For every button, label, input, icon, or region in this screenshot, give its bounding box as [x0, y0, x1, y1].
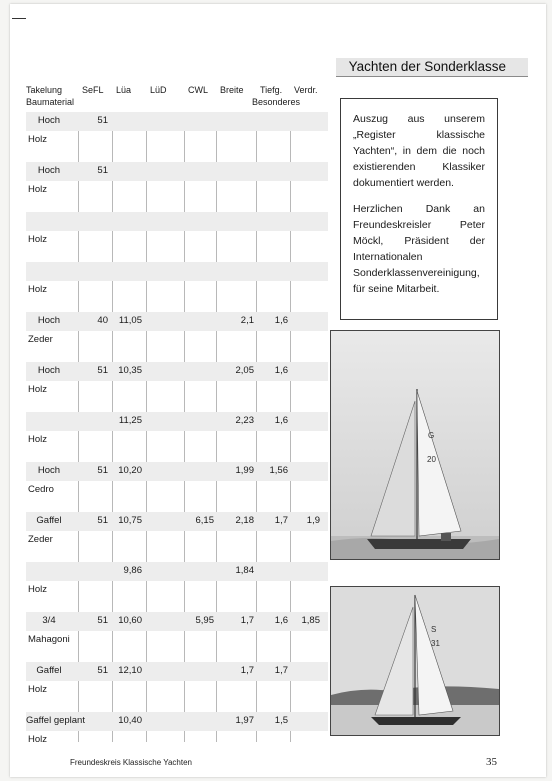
document-page	[10, 4, 546, 777]
cell-material: Holz	[28, 384, 48, 395]
cell-cwl: 5,95	[195, 615, 214, 626]
cell-takelung: Hoch	[37, 115, 61, 126]
cell-sefl: 51	[97, 365, 108, 376]
cell-tiefg: 1,7	[274, 515, 288, 526]
cell-takelung: Gaffel geplant	[26, 715, 85, 726]
column-header-breite: Breite	[220, 85, 244, 95]
sail-number-2b: 31	[431, 639, 440, 648]
cell-sefl: 40	[97, 315, 108, 326]
column-subheader-baumaterial: Baumaterial	[26, 97, 75, 107]
info-box	[340, 98, 498, 320]
cell-material: Holz	[28, 434, 48, 445]
column-header-tiefg: Tiefg.	[260, 85, 283, 95]
column-header-lud: LüD	[150, 85, 167, 95]
column-header-lua: Lüa	[116, 85, 132, 95]
cell-lua: 10,35	[118, 365, 142, 376]
cell-tiefg: 1,5	[274, 715, 288, 726]
cell-lua: 11,05	[118, 315, 142, 326]
cell-takelung: Gaffel	[36, 515, 62, 526]
cell-lua: 10,40	[118, 715, 142, 726]
info-paragraph-1: Auszug aus unserem „Register klassische Yachten“, in dem die noch existierenden Klassiker dokumentiert werden.	[353, 113, 485, 189]
cell-lua: 12,10	[118, 665, 142, 676]
cell-material: Mahagoni	[28, 634, 70, 645]
cell-breite: 2,23	[235, 415, 254, 426]
cell-material: Holz	[28, 284, 48, 295]
sailboat-photo-1	[330, 330, 500, 560]
cell-sefl: 51	[97, 515, 108, 526]
cell-material: Holz	[28, 184, 48, 195]
cell-sefl: 51	[97, 465, 108, 476]
sailboat-photo-2	[330, 586, 500, 736]
cell-material: Zeder	[28, 534, 53, 545]
cell-takelung: Gaffel	[36, 665, 62, 676]
sail-number-1b: 20	[427, 455, 436, 464]
page-number: 35	[486, 756, 497, 768]
column-header-takelung: Takelung	[26, 85, 63, 95]
cell-breite: 1,84	[235, 565, 254, 576]
cell-lua: 10,75	[118, 515, 142, 526]
cell-lua: 10,20	[118, 465, 142, 476]
cell-takelung: Hoch	[37, 465, 61, 476]
cell-sefl: 51	[97, 115, 108, 126]
cell-material: Holz	[28, 684, 48, 695]
cell-cwl: 6,15	[195, 515, 214, 526]
cell-breite: 2,05	[235, 365, 254, 376]
cell-material: Holz	[28, 234, 48, 245]
cell-lua: 10,60	[118, 615, 142, 626]
column-header-sefl: SeFL	[82, 85, 104, 95]
cell-lua: 11,25	[118, 415, 142, 426]
cell-tiefg: 1,6	[274, 365, 288, 376]
cell-takelung: Hoch	[37, 365, 61, 376]
cell-material: Cedro	[28, 484, 54, 495]
cell-material: Holz	[28, 134, 48, 145]
column-header-cwl: CWL	[188, 85, 208, 95]
cell-sefl: 51	[97, 665, 108, 676]
cell-takelung: Hoch	[37, 315, 61, 326]
cell-verdr: 1,9	[306, 515, 320, 526]
cell-breite: 2,1	[240, 315, 254, 326]
cell-material: Holz	[28, 734, 48, 745]
cell-tiefg: 1,6	[274, 315, 288, 326]
table-row	[26, 212, 328, 231]
cell-breite: 1,7	[240, 615, 254, 626]
sail-number-2a: S	[431, 625, 437, 634]
table-row	[26, 262, 328, 281]
cell-material: Holz	[28, 584, 48, 595]
cell-lua: 9,86	[123, 565, 142, 576]
cell-takelung: 3/4	[42, 615, 56, 626]
cell-sefl: 51	[97, 615, 108, 626]
table-row	[26, 562, 328, 581]
cell-takelung: Hoch	[37, 165, 61, 176]
info-paragraph-2: Herzlichen Dank an Freundeskreisler Peter Möckl, Präsident der Internationalen Sonderklassenvereinigung, für seine Mitarbeit.	[353, 203, 485, 295]
cell-tiefg: 1,6	[274, 615, 288, 626]
cell-material: Zeder	[28, 334, 53, 345]
cell-sefl: 51	[97, 165, 108, 176]
section-title: Yachten der Sonderklasse	[348, 59, 506, 74]
register-table	[26, 84, 328, 744]
cell-breite: 1,99	[235, 465, 254, 476]
cell-tiefg: 1,6	[274, 415, 288, 426]
crop-mark	[12, 18, 26, 19]
cell-breite: 1,97	[235, 715, 254, 726]
cell-verdr: 1,85	[301, 615, 320, 626]
cell-breite: 1,7	[240, 665, 254, 676]
cell-tiefg: 1,56	[269, 465, 288, 476]
column-subheader-besonderes: Besonderes	[252, 97, 301, 107]
cell-breite: 2,18	[235, 515, 254, 526]
column-header-verdr: Verdr.	[294, 85, 318, 95]
cell-tiefg: 1,7	[274, 665, 288, 676]
footer-text: Freundeskreis Klassische Yachten	[70, 758, 192, 767]
sail-number-1a: G	[428, 431, 435, 440]
